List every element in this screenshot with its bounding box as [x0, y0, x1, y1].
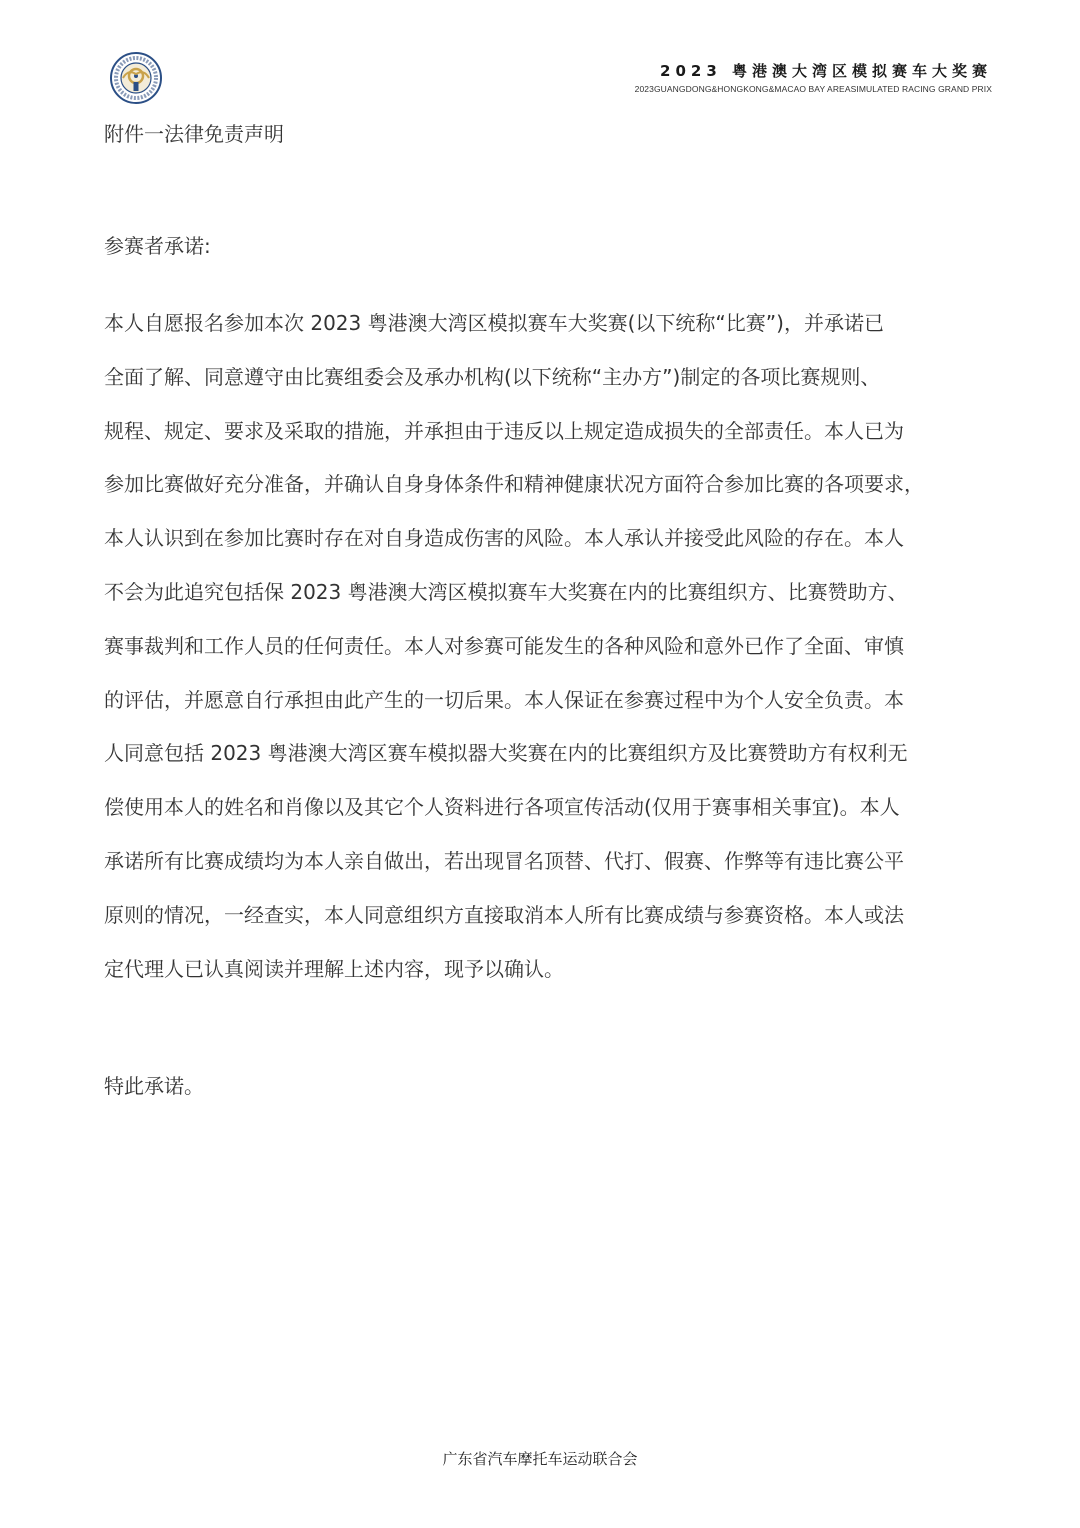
attachment-title: 附件一法律免责声明 — [104, 122, 284, 146]
body-line: 偿使用本人的姓名和肖像以及其它个人资料进行各项宣传活动(仅用于赛事相关事宜)。本人 — [104, 795, 900, 820]
event-header — [635, 60, 992, 95]
closing-statement: 特此承诺。 — [104, 1074, 204, 1098]
event-title: 2023 粤港澳大湾区模拟赛车大奖赛 — [660, 62, 992, 80]
body-line: 规程、规定、要求及采取的措施，并承担由于违反以上规定造成损失的全部责任。本人已为 — [104, 418, 904, 443]
body-line: 赛事裁判和工作人员的任何责任。本人对参赛可能发生的各种风险和意外已作了全面、审慎 — [104, 633, 904, 658]
body-line: 承诺所有比赛成绩均为本人亲自做出，若出现冒名顶替、代打、假赛、作弊等有违比赛公平 — [104, 848, 904, 873]
body-line: 原则的情况，一经查实，本人同意组织方直接取消本人所有比赛成绩与参赛资格。本人或法 — [104, 902, 904, 927]
body-line: 不会为此追究包括保 2023 粤港澳大湾区模拟赛车大奖赛在内的比赛组织方、比赛赞助方、 — [104, 579, 908, 604]
body-line: 本人自愿报名参加本次 2023 粤港澳大湾区模拟赛车大奖赛(以下统称“比赛”)，并承诺已 — [104, 311, 884, 335]
association-emblem-icon — [106, 52, 166, 104]
pledge-heading: 参赛者承诺: — [104, 234, 211, 258]
body-line: 的评估，并愿意自行承担由此产生的一切后果。本人保证在参赛过程中为个人安全负责。本 — [104, 687, 904, 712]
body-line: 全面了解、同意遵守由比赛组委会及承办机构(以下统称“主办方”)制定的各项比赛规则、 — [104, 364, 881, 389]
body-line: 人同意包括 2023 粤港澳大湾区赛车模拟器大奖赛在内的比赛组织方及比赛赞助方有权利无 — [104, 741, 908, 766]
body-line: 定代理人已认真阅读并理解上述内容，现予以确认。 — [104, 956, 564, 981]
body-line: 本人认识到在参加比赛时存在对自身造成伤害的风险。本人承认并接受此风险的存在。本人 — [104, 526, 904, 551]
footer-organization: 广东省汽车摩托车运动联合会 — [442, 1450, 638, 1468]
association-logo — [106, 52, 166, 104]
event-subtitle: 2023GUANGDONG&HONGKONG&MACAO BAY AREASIMULATED RACING GRAND PRIX — [634, 84, 992, 94]
body-line: 参加比赛做好充分准备，并确认自身身体条件和精神健康状况方面符合参加比赛的各项要求， — [104, 472, 924, 497]
pledge-body — [104, 300, 980, 999]
